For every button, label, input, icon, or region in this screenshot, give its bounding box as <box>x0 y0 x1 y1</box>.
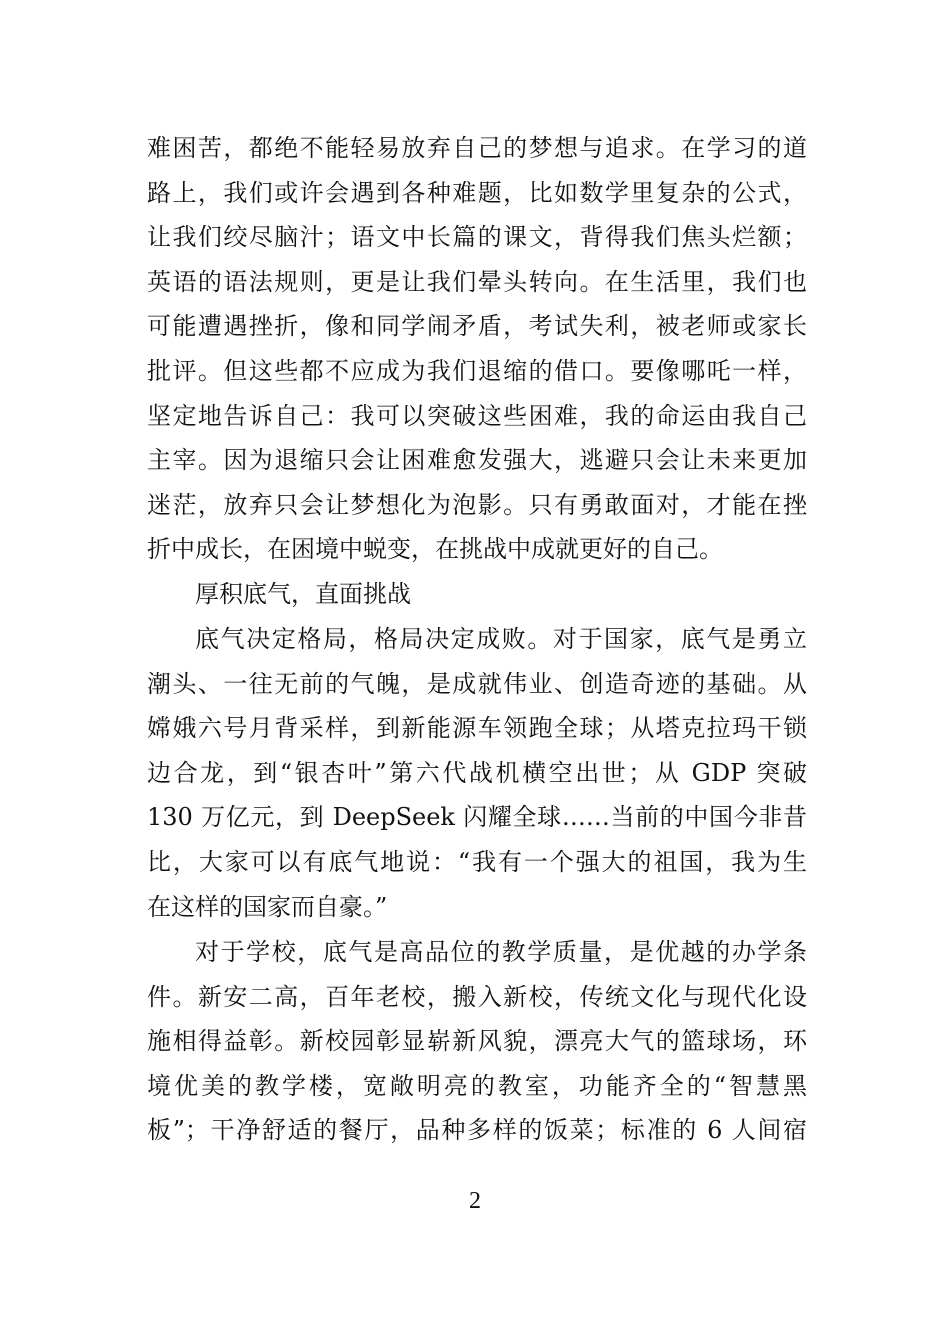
paragraph-line: 底气决定格局，格局决定成败。对于国家，底气是勇立 <box>195 625 807 653</box>
section-heading: 厚积底气，直面挑战 <box>195 580 411 608</box>
paragraph-line: 英语的语法规则，更是让我们晕头转向。在生活里，我们也 <box>147 267 807 296</box>
paragraph-line: 板”；干净舒适的餐厅，品种多样的饭菜；标准的 6 人间宿 <box>147 1116 807 1145</box>
paragraph-line: 批评。但这些都不应成为我们退缩的借口。要像哪吒一样， <box>147 356 807 385</box>
paragraph-line: 件。新安二高，百年老校，搬入新校，传统文化与现代化设 <box>147 982 807 1011</box>
paragraph-line: 路上，我们或许会遇到各种难题，比如数学里复杂的公式， <box>147 178 807 207</box>
paragraph-line: 130 万亿元，到 DeepSeek 闪耀全球……当前的中国今非昔 <box>147 803 807 832</box>
paragraph-line: 难困苦，都绝不能轻易放弃自己的梦想与追求。在学习的道 <box>147 134 807 162</box>
paragraph-line: 折中成长，在困境中蜕变，在挑战中成就更好的自己。 <box>147 535 723 564</box>
paragraph-line: 嫦娥六号月背采样，到新能源车领跑全球；从塔克拉玛干锁 <box>147 714 807 743</box>
page-number: 2 <box>469 1188 481 1214</box>
paragraph-line: 主宰。因为退缩只会让困难愈发强大，逃避只会让未来更加 <box>147 446 807 475</box>
section-heading-block <box>147 572 807 617</box>
paragraph-line: 境优美的教学楼，宽敞明亮的教室，功能齐全的“智慧黑 <box>147 1071 807 1100</box>
paragraph-3 <box>147 930 807 1153</box>
paragraph-1 <box>147 126 807 572</box>
paragraph-line: 迷茫，放弃只会让梦想化为泡影。只有勇敢面对，才能在挫 <box>147 490 807 519</box>
paragraph-line: 边合龙，到“银杏叶”第六代战机横空出世；从 GDP 突破 <box>147 758 807 787</box>
paragraph-line: 潮头、一往无前的气魄，是成就伟业、创造奇迹的基础。从 <box>147 669 807 698</box>
paragraph-line: 坚定地告诉自己：我可以突破这些困难，我的命运由我自己 <box>147 401 807 430</box>
paragraph-line: 让我们绞尽脑汁；语文中长篇的课文，背得我们焦头烂额； <box>147 223 807 252</box>
paragraph-line: 在这样的国家而自豪。” <box>147 892 388 921</box>
paragraph-2 <box>147 617 807 929</box>
paragraph-line: 对于学校，底气是高品位的教学质量，是优越的办学条 <box>195 938 807 966</box>
paragraph-line: 可能遭遇挫折，像和同学闹矛盾，考试失利，被老师或家长 <box>147 312 807 341</box>
paragraph-line: 比，大家可以有底气地说：“我有一个强大的祖国，我为生 <box>147 847 807 876</box>
paragraph-line: 施相得益彰。新校园彰显崭新风貌，漂亮大气的篮球场，环 <box>147 1027 807 1056</box>
